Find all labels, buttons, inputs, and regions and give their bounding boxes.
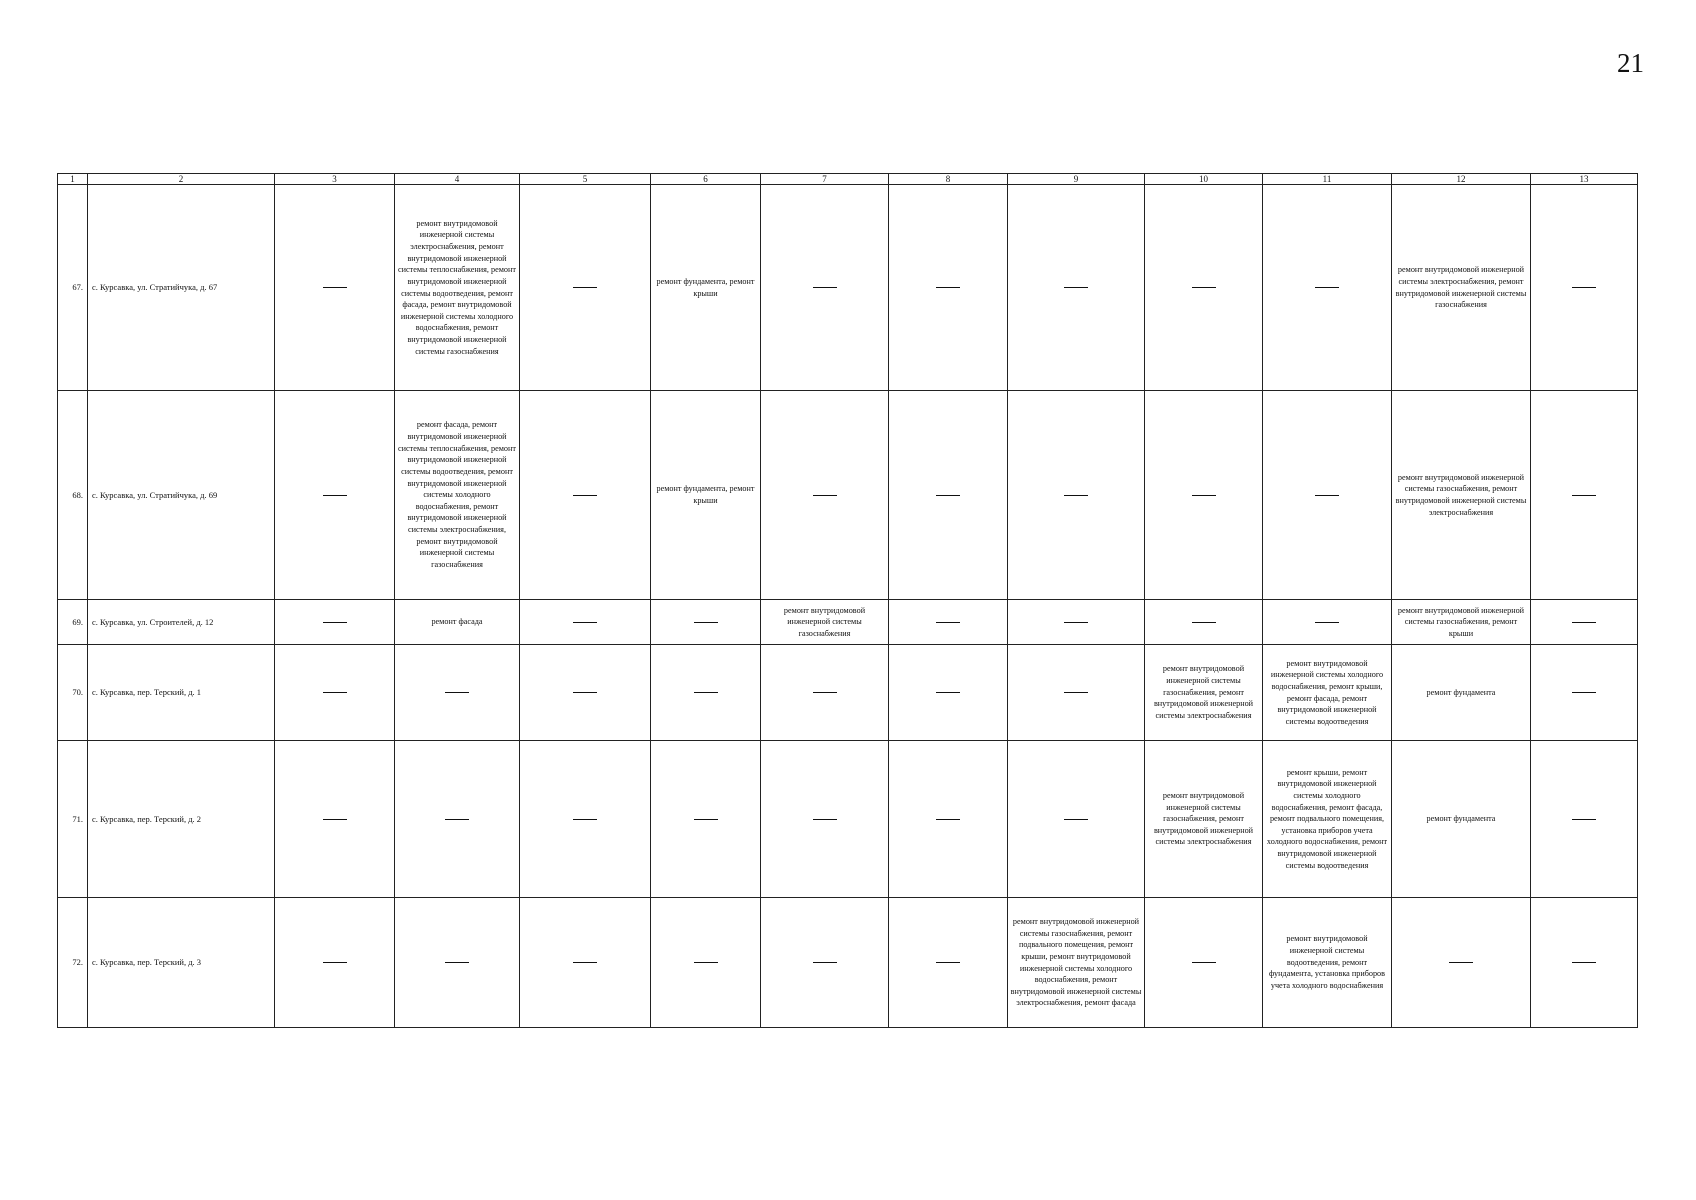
dash-mark bbox=[813, 287, 837, 288]
row-number: 72. bbox=[58, 898, 88, 1028]
empty-cell bbox=[1531, 741, 1638, 898]
empty-cell bbox=[1531, 898, 1638, 1028]
dash-mark bbox=[573, 622, 597, 623]
dash-mark bbox=[323, 819, 347, 820]
dash-mark bbox=[323, 622, 347, 623]
empty-cell bbox=[395, 898, 520, 1028]
empty-cell bbox=[520, 600, 651, 645]
empty-cell bbox=[761, 741, 889, 898]
empty-cell bbox=[520, 898, 651, 1028]
col-header-2: 2 bbox=[88, 174, 275, 185]
address-cell: с. Курсавка, пер. Терский, д. 2 bbox=[88, 741, 275, 898]
empty-cell bbox=[1008, 185, 1145, 391]
empty-cell bbox=[889, 898, 1008, 1028]
col-header-12: 12 bbox=[1392, 174, 1531, 185]
work-cell: ремонт фасада, ремонт внутридомовой инженерной системы теплоснабжения, ремонт внутридомовой инженерной системы водоотведения, ремонт внутридомовой инженерной системы холодного водоснабжения, ремонт внутридомовой инженерной системы электроснабжения, ремонт внутридомовой инженерной системы газоснабжения bbox=[395, 391, 520, 600]
dash-mark bbox=[1064, 819, 1088, 820]
table-row bbox=[58, 600, 1638, 645]
dash-mark bbox=[323, 692, 347, 693]
dash-mark bbox=[323, 287, 347, 288]
empty-cell bbox=[1145, 391, 1263, 600]
col-header-5: 5 bbox=[520, 174, 651, 185]
dash-mark bbox=[1064, 495, 1088, 496]
empty-cell bbox=[1531, 600, 1638, 645]
empty-cell bbox=[889, 600, 1008, 645]
dash-mark bbox=[936, 287, 960, 288]
empty-cell bbox=[889, 645, 1008, 741]
empty-cell bbox=[395, 645, 520, 741]
empty-cell bbox=[651, 600, 761, 645]
col-header-8: 8 bbox=[889, 174, 1008, 185]
empty-cell bbox=[275, 898, 395, 1028]
address-cell: с. Курсавка, ул. Строителей, д. 12 bbox=[88, 600, 275, 645]
work-cell: ремонт фасада bbox=[395, 600, 520, 645]
dash-mark bbox=[936, 962, 960, 963]
dash-mark bbox=[936, 622, 960, 623]
dash-mark bbox=[1192, 495, 1216, 496]
dash-mark bbox=[1449, 962, 1473, 963]
dash-mark bbox=[936, 819, 960, 820]
table-row bbox=[58, 741, 1638, 898]
empty-cell bbox=[520, 741, 651, 898]
empty-cell bbox=[275, 600, 395, 645]
empty-cell bbox=[1263, 185, 1392, 391]
row-number: 69. bbox=[58, 600, 88, 645]
work-cell: ремонт фундамента bbox=[1392, 645, 1531, 741]
dash-mark bbox=[1064, 692, 1088, 693]
work-cell: ремонт внутридомовой инженерной системы холодного водоснабжения, ремонт крыши, ремонт фасада, ремонт внутридомовой инженерной системы водоотведения bbox=[1263, 645, 1392, 741]
dash-mark bbox=[813, 819, 837, 820]
empty-cell bbox=[520, 391, 651, 600]
page-number: 21 bbox=[1617, 48, 1644, 78]
dash-mark bbox=[1315, 495, 1339, 496]
dash-mark bbox=[573, 962, 597, 963]
table-body bbox=[58, 185, 1638, 1028]
empty-cell bbox=[651, 645, 761, 741]
table-row bbox=[58, 391, 1638, 600]
dash-mark bbox=[1572, 622, 1596, 623]
dash-mark bbox=[694, 962, 718, 963]
work-cell: ремонт фундамента, ремонт крыши bbox=[651, 185, 761, 391]
dash-mark bbox=[936, 495, 960, 496]
work-cell: ремонт внутридомовой инженерной системы газоснабжения, ремонт внутридомовой инженерной системы электроснабжения bbox=[1145, 645, 1263, 741]
address-cell: с. Курсавка, пер. Терский, д. 1 bbox=[88, 645, 275, 741]
dash-mark bbox=[1064, 622, 1088, 623]
table-row bbox=[58, 185, 1638, 391]
dash-mark bbox=[1572, 287, 1596, 288]
dash-mark bbox=[936, 692, 960, 693]
row-number: 71. bbox=[58, 741, 88, 898]
col-header-7: 7 bbox=[761, 174, 889, 185]
dash-mark bbox=[573, 287, 597, 288]
dash-mark bbox=[694, 692, 718, 693]
dash-mark bbox=[1192, 962, 1216, 963]
dash-mark bbox=[813, 495, 837, 496]
work-cell: ремонт внутридомовой инженерной системы газоснабжения, ремонт подвального помещения, ремонт крыши, ремонт внутридомовой инженерной системы холодного водоснабжения, ремонт внутридомовой инженерной системы электроснабжения, ремонт фасада bbox=[1008, 898, 1145, 1028]
dash-mark bbox=[694, 622, 718, 623]
empty-cell bbox=[1008, 645, 1145, 741]
empty-cell bbox=[520, 645, 651, 741]
empty-cell bbox=[520, 185, 651, 391]
empty-cell bbox=[275, 185, 395, 391]
empty-cell bbox=[1531, 185, 1638, 391]
empty-cell bbox=[1263, 600, 1392, 645]
col-header-3: 3 bbox=[275, 174, 395, 185]
dash-mark bbox=[573, 692, 597, 693]
work-cell: ремонт фундамента, ремонт крыши bbox=[651, 391, 761, 600]
dash-mark bbox=[1572, 692, 1596, 693]
table-row bbox=[58, 645, 1638, 741]
address-cell: с. Курсавка, ул. Стратийчука, д. 69 bbox=[88, 391, 275, 600]
dash-mark bbox=[1572, 819, 1596, 820]
address-cell: с. Курсавка, ул. Стратийчука, д. 67 bbox=[88, 185, 275, 391]
work-cell: ремонт внутридомовой инженерной системы газоснабжения bbox=[761, 600, 889, 645]
col-header-6: 6 bbox=[651, 174, 761, 185]
empty-cell bbox=[1392, 898, 1531, 1028]
dash-mark bbox=[573, 819, 597, 820]
empty-cell bbox=[889, 391, 1008, 600]
dash-mark bbox=[694, 819, 718, 820]
col-header-13: 13 bbox=[1531, 174, 1638, 185]
work-cell: ремонт внутридомовой инженерной системы электроснабжения, ремонт внутридомовой инженерной системы теплоснабжения, ремонт внутридомовой инженерной системы водоотведения, ремонт фасада, ремонт внутридомовой инженерной системы холодного водоснабжения, ремонт внутридомовой инженерной системы газоснабжения bbox=[395, 185, 520, 391]
dash-mark bbox=[1192, 622, 1216, 623]
dash-mark bbox=[1572, 962, 1596, 963]
work-cell: ремонт фундамента bbox=[1392, 741, 1531, 898]
empty-cell bbox=[889, 741, 1008, 898]
col-header-11: 11 bbox=[1263, 174, 1392, 185]
empty-cell bbox=[761, 185, 889, 391]
work-cell: ремонт внутридомовой инженерной системы электроснабжения, ремонт внутридомовой инженерной системы газоснабжения bbox=[1392, 185, 1531, 391]
empty-cell bbox=[1263, 391, 1392, 600]
col-header-1: 1 bbox=[58, 174, 88, 185]
dash-mark bbox=[323, 495, 347, 496]
row-number: 67. bbox=[58, 185, 88, 391]
work-cell: ремонт внутридомовой инженерной системы газоснабжения, ремонт крыши bbox=[1392, 600, 1531, 645]
col-header-4: 4 bbox=[395, 174, 520, 185]
dash-mark bbox=[1064, 287, 1088, 288]
empty-cell bbox=[1008, 741, 1145, 898]
dash-mark bbox=[1315, 622, 1339, 623]
dash-mark bbox=[573, 495, 597, 496]
empty-cell bbox=[275, 741, 395, 898]
empty-cell bbox=[761, 898, 889, 1028]
row-number: 70. bbox=[58, 645, 88, 741]
address-cell: с. Курсавка, пер. Терский, д. 3 bbox=[88, 898, 275, 1028]
dash-mark bbox=[813, 692, 837, 693]
repair-schedule-table bbox=[57, 173, 1638, 1028]
dash-mark bbox=[445, 962, 469, 963]
dash-mark bbox=[445, 692, 469, 693]
empty-cell bbox=[651, 898, 761, 1028]
dash-mark bbox=[1572, 495, 1596, 496]
row-number: 68. bbox=[58, 391, 88, 600]
work-cell: ремонт крыши, ремонт внутридомовой инженерной системы холодного водоснабжения, ремонт фасада, ремонт подвального помещения, установка приборов учета холодного водоснабжения, ремонт внутридомовой инженерной системы водоотведения bbox=[1263, 741, 1392, 898]
empty-cell bbox=[395, 741, 520, 898]
col-header-10: 10 bbox=[1145, 174, 1263, 185]
work-cell: ремонт внутридомовой инженерной системы газоснабжения, ремонт внутридомовой инженерной системы электроснабжения bbox=[1392, 391, 1531, 600]
empty-cell bbox=[275, 645, 395, 741]
empty-cell bbox=[1008, 600, 1145, 645]
empty-cell bbox=[1145, 898, 1263, 1028]
empty-cell bbox=[651, 741, 761, 898]
col-header-9: 9 bbox=[1008, 174, 1145, 185]
empty-cell bbox=[1008, 391, 1145, 600]
table-row bbox=[58, 898, 1638, 1028]
empty-cell bbox=[275, 391, 395, 600]
empty-cell bbox=[1145, 600, 1263, 645]
empty-cell bbox=[761, 645, 889, 741]
header-row bbox=[58, 174, 1638, 185]
dash-mark bbox=[813, 962, 837, 963]
work-cell: ремонт внутридомовой инженерной системы водоотведения, ремонт фундамента, установка приборов учета холодного водоснабжения bbox=[1263, 898, 1392, 1028]
dash-mark bbox=[323, 962, 347, 963]
dash-mark bbox=[1315, 287, 1339, 288]
empty-cell bbox=[1531, 391, 1638, 600]
dash-mark bbox=[445, 819, 469, 820]
dash-mark bbox=[1192, 287, 1216, 288]
empty-cell bbox=[1145, 185, 1263, 391]
empty-cell bbox=[889, 185, 1008, 391]
empty-cell bbox=[1531, 645, 1638, 741]
work-cell: ремонт внутридомовой инженерной системы газоснабжения, ремонт внутридомовой инженерной системы электроснабжения bbox=[1145, 741, 1263, 898]
empty-cell bbox=[761, 391, 889, 600]
